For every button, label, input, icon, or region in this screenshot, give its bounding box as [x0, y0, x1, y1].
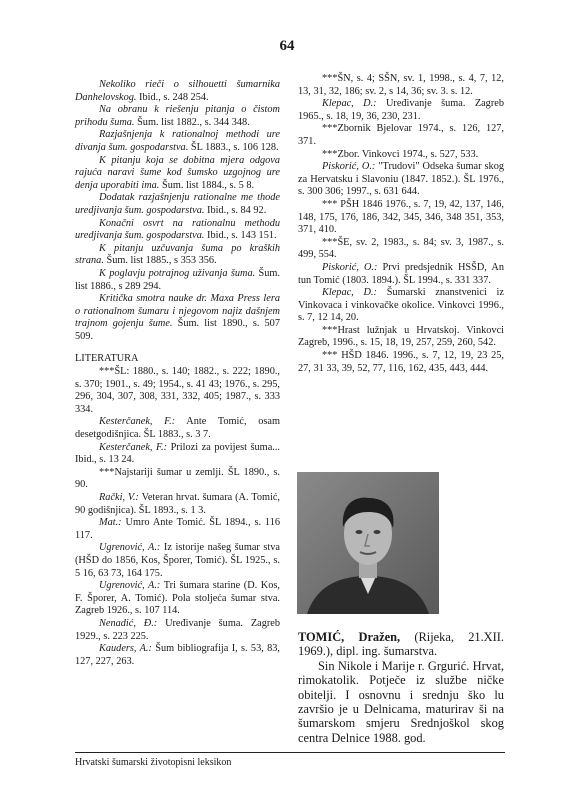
bibliography-entry [75, 104, 280, 129]
bibliography-entry [298, 123, 504, 148]
biography [298, 630, 504, 745]
entry-reference: ***Hrast lužnjak u Hrvatskoj. Vinkovci Zagreb, 1996., s. 15, 18, 19, 257, 259, 260, 542. [298, 324, 504, 349]
entry-reference: Ibid., s. 248 254. [136, 91, 209, 103]
entry-author-title: K poglavju potrajnog uživanja šuma. [99, 267, 256, 279]
page-number: 64 [279, 38, 295, 54]
entry-reference: Šum bibliografija I, s. 53, 83, 127, 227, 263. [75, 643, 281, 667]
bio-name: TOMIĆ, Dražen, [298, 630, 401, 644]
bio-birth: (Rijeka, 21.XII. 1969.), dipl. ing. šumarstva. [298, 630, 504, 659]
entry-author-title: Klepac, D.: [322, 287, 377, 299]
bibliography-entry [75, 129, 280, 154]
entry-author-title: Ugrenović, A.: [99, 542, 161, 554]
bibliography-entry [75, 293, 280, 343]
bibliography-entry [75, 192, 280, 217]
entry-reference: Šum. list 1890., s. 507 509. [75, 318, 280, 342]
bibliography-entry [75, 79, 280, 104]
entry-author-title: Ugrenović, A.: [99, 580, 161, 592]
entry-reference: Ante Tomić, osam desetgodišnjica. ŠL 1883., s. 3 7. [75, 416, 280, 441]
entry-reference: ***ŠE, sv. 2, 1983., s. 84; sv. 3, 1987., s. 499, 554. [298, 236, 504, 261]
entry-reference: Šum. list 1885., s 353 356. [103, 255, 217, 267]
entry-author-title: K pitanju koja se dobitna mjera odgova rajuća naravi šume kod šumsko uzgojnog ure denja uporabiti ima. [75, 154, 280, 191]
entry-reference: *** PŠH 1846 1976., s. 7, 19, 42, 137, 146, 148, 175, 176, 186, 342, 345, 346, 348 351, 353, 371, 410. [298, 198, 504, 236]
entry-reference: "Trudovi" Odseka šumar skog za Hervatsku i Slavoniu (1847. 1852.). ŠL 1976., s. 300 306; 1997., s. 631 644. [298, 161, 505, 198]
bibliography-entry [75, 492, 280, 517]
bibliography-entry [298, 325, 504, 350]
entry-reference: Šumarski znanstvenici iz Vinkovaca i vinkovačke okolice. Vinkovci 1996., s. 7, 12 14, 20. [298, 287, 504, 324]
entry-author-title: Kesterčanek, F.: [99, 416, 176, 428]
entry-author-title: Mat.: [99, 517, 122, 529]
entry-reference: Uređivanje šuma. Zagreb 1929., s. 223 225. [75, 617, 281, 642]
bibliography-entry [298, 73, 504, 98]
bibliography-entry [298, 149, 504, 162]
entry-author-title: Nekoliko rieči o silhouetti šumarnika Danhelovskog. [75, 79, 280, 103]
bibliography-entry [75, 517, 280, 542]
footer-title: Hrvatski šumarski životopisni leksikon [75, 757, 232, 768]
bibliography-entry [75, 416, 280, 441]
bibliography-entry [75, 542, 280, 580]
entry-reference: Umro Ante Tomić. ŠL 1894., s. 116 117. [75, 517, 280, 541]
entry-reference: Šum. list 1884., s. 5 8. [159, 179, 255, 191]
entry-reference: ***ŠL: 1880., s. 140; 1882., s. 222; 1890., s. 370; 1901., s. 49; 1954., s. 41 43; 1976., s. 295, 296, 304, 307, 308, 331, 332, 405; 1987., s. 333 334. [75, 366, 280, 415]
left-column [75, 79, 280, 668]
bibliography-entry [75, 618, 280, 643]
entry-author-title: Razjašnjenja k rationalnoj methodi ure divanja šum. gospodarstva. [75, 129, 280, 153]
literature-list-right [298, 73, 504, 375]
entry-author-title: Kauders, A.: [99, 643, 152, 655]
bibliography-entry [75, 366, 280, 416]
entry-reference: Iz istorije našeg šumar stva (HŠD do 1856, Kos, Šporer, Tomić). ŠL 1925., s. 5 16, 63 73, 164 175. [75, 542, 280, 579]
entry-author-title: Klepac, D.: [322, 98, 377, 110]
entry-author-title: Na obranu k riešenju pitanja o čistom prihodu šuma. [75, 104, 280, 128]
entry-reference: Šum. list 1882., s. 344 348. [134, 116, 250, 128]
literatura-heading: LITERATURA [75, 353, 139, 365]
entry-reference: *** HŠD 1846. 1996., s. 7, 12, 19, 23 25, 27, 31 33, 39, 52, 77, 116, 162, 435, 443, 444. [298, 350, 504, 374]
literature-list-left [75, 366, 280, 668]
bio-paragraph: Sin Nikole i Marije r. Grgurić. Hrvat, rimokatolik. Potječe iz službe ničke obitelji. I osnovnu i srednju ško lu završio je u Delnicama, maturirav ši na šumarskom smjeru Srednjoškol skog centra Delnice 1988. god. [298, 658, 504, 745]
entry-author-title: Piskorić, O.: [322, 261, 378, 273]
portrait-image [297, 472, 439, 614]
bibliography-entry [75, 580, 280, 618]
entry-reference: ***Najstariji šumar u zemlji. ŠL 1890., s. 90. [75, 466, 280, 491]
entry-reference: ***Zbornik Bjelovar 1974., s. 126, 127, 371. [298, 123, 504, 147]
right-column [298, 73, 504, 375]
bibliography-entry [75, 643, 280, 668]
bibliography-entry [298, 98, 504, 123]
bibliography-entry [298, 287, 504, 325]
entry-author-title: Kesterčanek, F.: [99, 441, 168, 453]
bibliography-entry [298, 350, 504, 375]
entry-reference: Tri šumara starine (D. Kos, F. Šporer, A. Tomić). Pola stoljeća šumar stva. Zagreb 1926., s. 107 114. [75, 580, 280, 617]
entry-reference: Ibid., s. 84 92. [204, 204, 267, 216]
bibliography-entry [75, 467, 280, 492]
bibliography-entry [75, 442, 280, 467]
entry-author-title: Dodatak razjašnjenju rationalne me thode uredjivanja šum. gospodarstva. [75, 192, 280, 216]
entry-author-title: Rački, V.: [99, 492, 139, 503]
entry-reference: ŠL 1883., s. 106 128. [188, 141, 279, 153]
entry-author-title: K pitanju uzčuvanja šuma po kraških strana. [75, 242, 280, 267]
entry-reference: Uređivanje šuma. Zagreb 1965., s. 18, 19, 36, 230, 231. [298, 98, 504, 122]
bibliography-entry [298, 199, 504, 237]
bibliography-entry [75, 268, 280, 293]
entry-reference: ***Zbor. Vinkovci 1974., s. 527, 533. [322, 148, 479, 160]
bibliography-entry [75, 218, 280, 243]
footer-rule [75, 752, 505, 753]
portrait-photo [297, 472, 439, 614]
entry-author-title: Konačni osvrt na rationalnu methodu uredjivanja šum. gospodarstva. [75, 217, 280, 242]
works-list [75, 79, 280, 343]
bibliography-entry [298, 237, 504, 262]
entry-reference: Prvi predsjednik HSŠD, An tun Tomić (1803. 1894.). ŠL 1994., s. 331 337. [298, 261, 504, 286]
bibliography-entry [298, 161, 504, 199]
entry-reference: Prilozi za povijest šuma... Ibid., s. 13 24. [75, 441, 280, 466]
entry-reference: ***ŠN, s. 4; SŠN, sv. 1, 1998., s. 4, 7, 12, 13, 31, 32, 186; sv. 2, s 14, 36; sv. 3. s. 12. [298, 73, 504, 97]
entry-reference: Veteran hrvat. šumara (A. Tomić, 90 godišnjica). ŠL 1893., s. 1 3. [75, 492, 280, 516]
entry-author-title: Nenadić, Đ.: [99, 617, 158, 629]
bibliography-entry [75, 155, 280, 193]
entry-author-title: Kritička smotra nauke dr. Maxa Press lera o rationalnom šumaru i njegovom najiz dašnjem trajnom gojenju šume. [75, 293, 280, 330]
entry-reference: Ibid., s. 143 151. [204, 230, 277, 242]
entry-reference: Šum. list 1886., s 289 294. [75, 267, 280, 292]
entry-author-title: Piskorić, O.: [322, 161, 376, 173]
bibliography-entry [298, 262, 504, 287]
bibliography-entry [75, 243, 280, 268]
